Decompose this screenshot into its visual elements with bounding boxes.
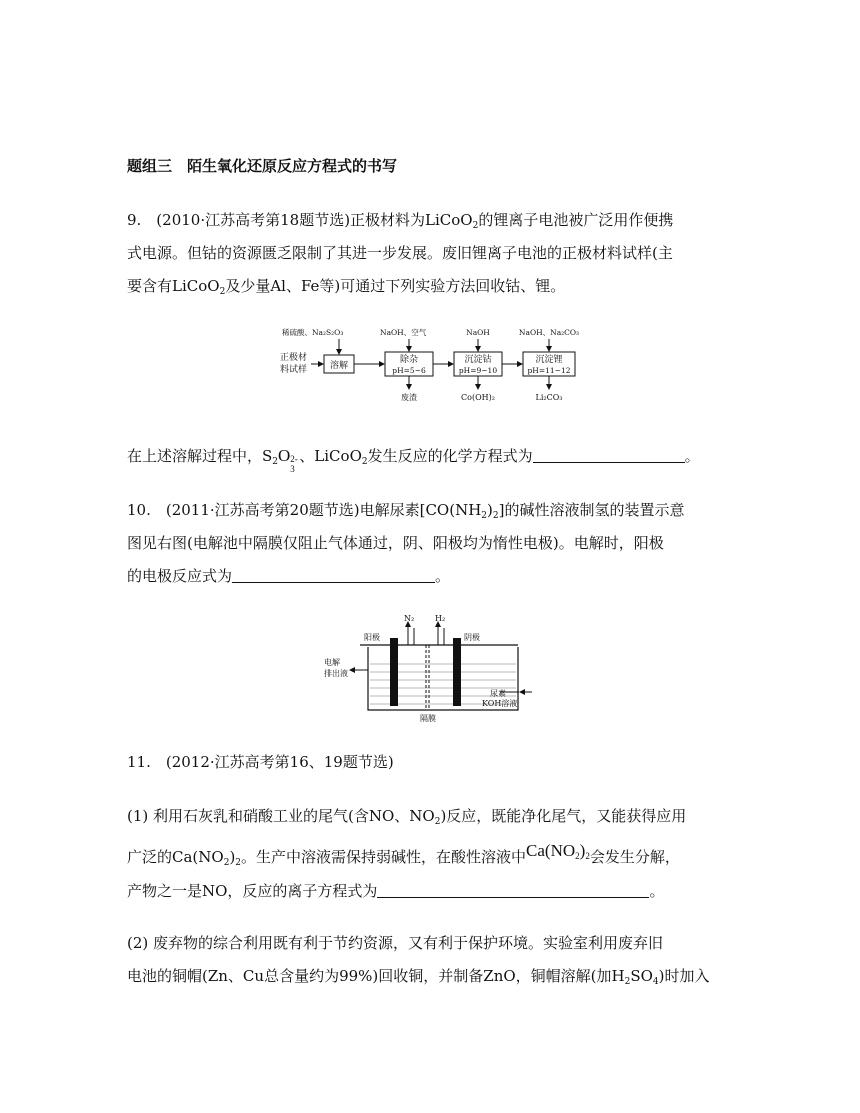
- answer-blank-q11[interactable]: [377, 883, 649, 898]
- step-ph-cobalt: pH=9~10: [458, 366, 498, 375]
- q11-p1-line-2: 广泛的$Ca(NO_2)_2$。生产中溶液需保持弱碱性，在酸性溶液中$Ca(NO_2)_2$会发生分解，: [127, 841, 680, 868]
- answer-blank-q10[interactable]: [232, 568, 435, 583]
- step-name-impurity: 除杂: [399, 355, 419, 365]
- step-ph-lithium: pH=11~12: [527, 366, 571, 375]
- thiosulfate-ion: O 2- 3: [278, 446, 298, 474]
- anode-label: 阳极: [364, 633, 380, 642]
- q10-line-3: 的电极反应式为 。: [127, 567, 451, 585]
- recovery-flowchart: [270, 322, 600, 416]
- outlet-label-1: 电解: [324, 658, 340, 667]
- step-name-lithium: 沉淀锂: [535, 355, 563, 365]
- flow-input-label-1: 正极材: [280, 353, 308, 363]
- q9-line-3: 要含有LiCoO$_2$及少量Al、Fe等)可通过下列实验方法回收钴、锂。: [127, 277, 566, 297]
- q10-line-2: 图见右图(电解池中隔膜仅阻止气体通过，阴、阳极均为惰性电极)。电解时，阳极: [127, 534, 664, 552]
- q9-line-2: 式电源。但钴的资源匮乏限制了其进一步发展。废旧锂离子电池的正极材料试样(主: [127, 244, 673, 262]
- product-cobalt: Co(OH)₂: [461, 393, 495, 402]
- reagent-lithium: NaOH、Na₂CO₃: [518, 328, 580, 337]
- cathode-label: 阴极: [464, 633, 480, 642]
- q9-question: 在上述溶解过程中，$S_2O$ 2- 3 、LiCoO$_2$发生反应的化学方程式为 。: [127, 446, 700, 474]
- electrolysis-cell-diagram: [322, 612, 552, 728]
- section-heading: 题组三 陌生氧化还原反应方程式的书写: [127, 157, 398, 175]
- q9-line-1: 9. (2010·江苏高考第18题节选)正极材料为LiCoO$_2$的锂离子电池被广泛用作便携: [127, 211, 674, 231]
- q11-p2-line-1: (2) 废弃物的综合利用既有利于节约资源，又有利于保护环境。实验室利用废弃旧: [127, 934, 664, 952]
- q10-line-1: 10. (2011·江苏高考第20题节选)电解尿素$[CO(NH_2)_2]$的碱性溶液制氢的装置示意: [127, 501, 685, 521]
- step-name-cobalt: 沉淀钴: [464, 355, 492, 365]
- q11-title: 11. (2012·江苏高考第16、19题节选): [127, 753, 394, 771]
- reagent-impurity: NaOH、空气: [380, 328, 427, 337]
- step-name-dissolve: 溶解: [329, 361, 349, 371]
- flow-input-label-2: 料试样: [280, 365, 308, 375]
- inlet-label-2: KOH溶液: [482, 699, 518, 708]
- step-ph-impurity: pH=5~6: [392, 366, 426, 375]
- reagent-cobalt: NaOH: [466, 328, 490, 337]
- inlet-label-1: 尿素: [490, 689, 506, 698]
- gas-label-h2: H₂: [435, 614, 446, 623]
- product-impurity: 废渣: [401, 393, 417, 402]
- product-lithium: Li₂CO₃: [535, 393, 563, 402]
- calcium-nitrite-formula: $Ca(NO_2)_2$: [526, 841, 590, 861]
- outlet-label-2: 排出液: [324, 669, 348, 678]
- gas-label-n2: N₂: [404, 614, 415, 623]
- q11-p1-line-1: (1) 利用石灰乳和硝酸工业的尾气(含NO、$NO_2$)反应，既能净化尾气，又能获得应用: [127, 807, 687, 827]
- q11-p1-line-3: 产物之一是NO，反应的离子方程式为 。: [127, 882, 665, 900]
- anode-electrode: [390, 638, 398, 706]
- q11-p2-line-2: 电池的铜帽(Zn、Cu总含量约为99%)回收铜，并制备ZnO，铜帽溶解(加$H_2SO_4$)时加入: [127, 967, 710, 987]
- answer-blank-q9[interactable]: [533, 448, 685, 463]
- reagent-dissolve: 稀硫酸、Na₂S₂O₃: [282, 328, 344, 337]
- cathode-electrode: [453, 638, 461, 706]
- membrane-label: 隔膜: [420, 714, 436, 723]
